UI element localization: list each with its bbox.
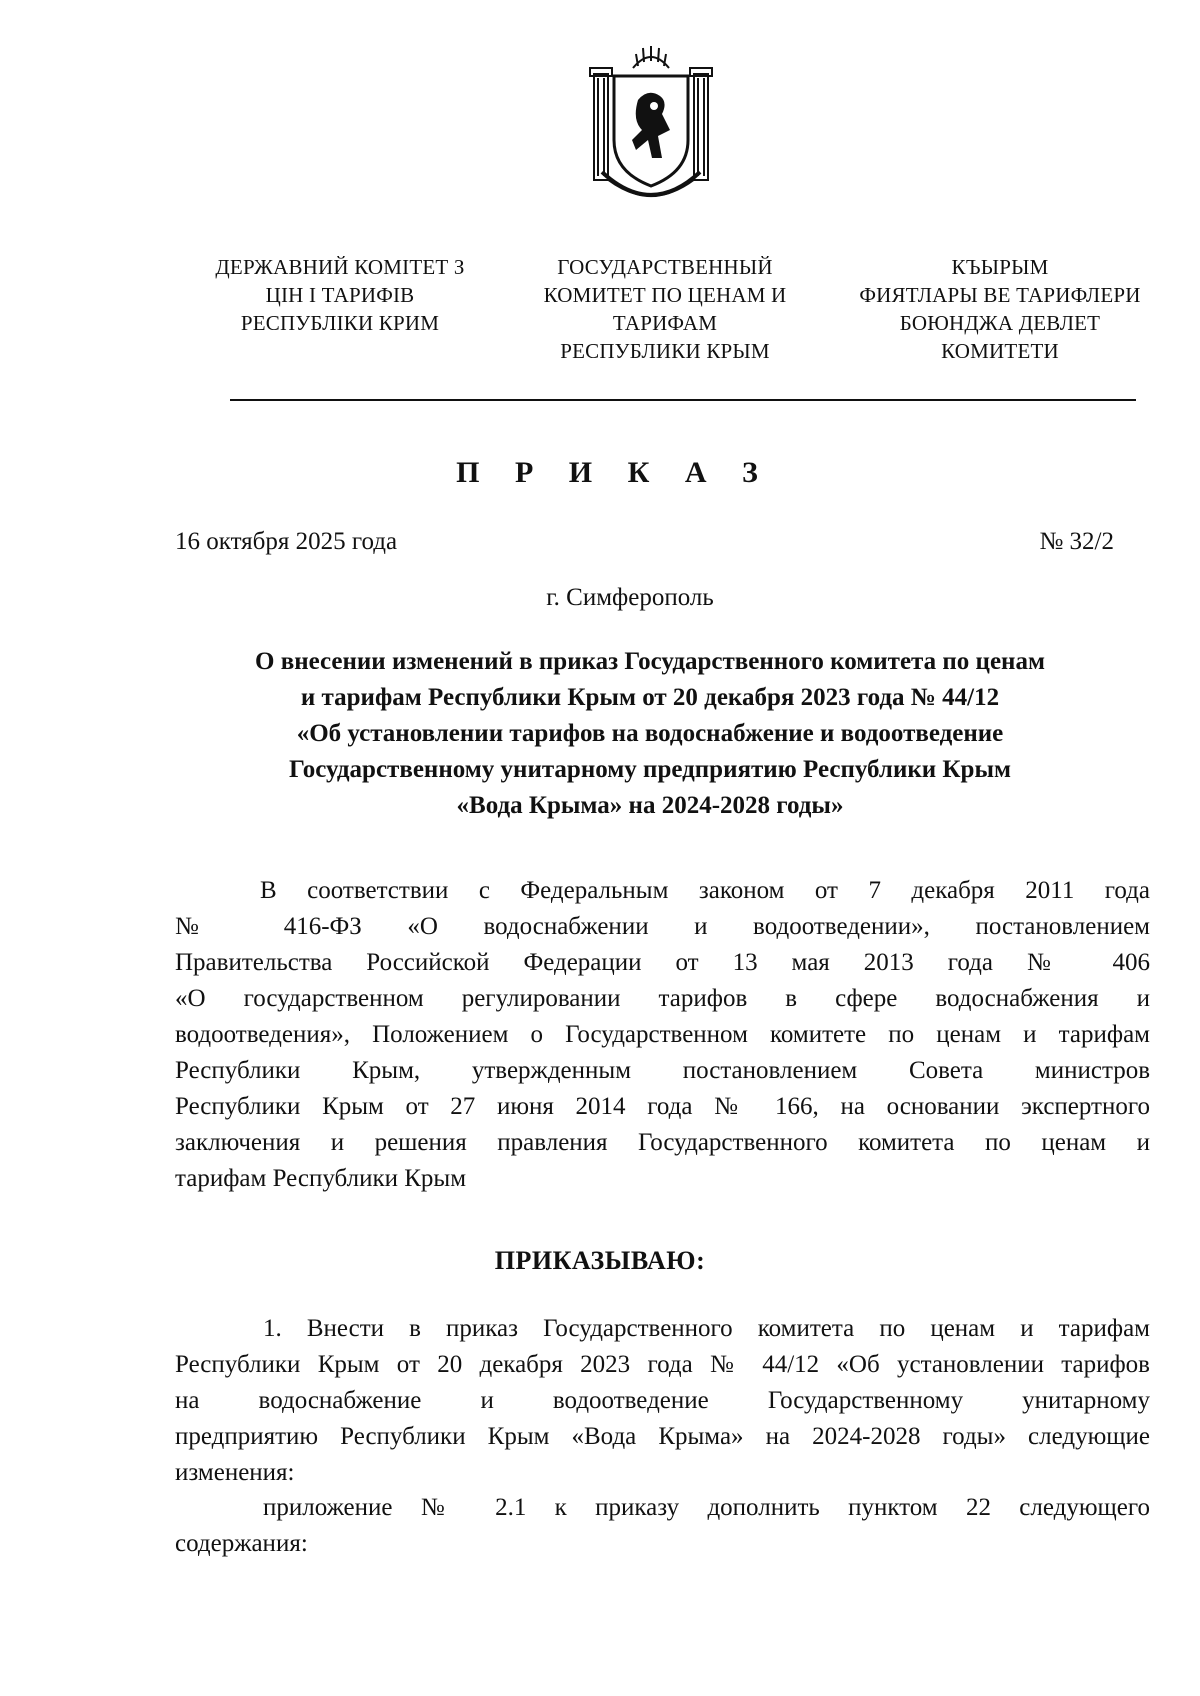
header-ua-line: ЦІН І ТАРИФІВ — [265, 283, 415, 307]
header-crh-line: ФИЯТЛАРЫ ВЕ ТАРИФЛЕРИ — [859, 283, 1141, 307]
preamble-line: тарифам Республики Крым — [175, 1165, 467, 1192]
header-ua-line: ДЕРЖАВНИЙ КОМІТЕТ З — [215, 255, 465, 279]
preamble-line: Правительства Российской Федерации от 13 мая 2013 года № 406 — [175, 949, 1150, 976]
preamble-line: водоотведения», Положением о Государственном комитете по ценам и тарифам — [175, 1021, 1150, 1048]
subject-line: и тарифам Республики Крым от 20 декабря 2023 года № 44/12 — [300, 684, 1000, 711]
document-title: П Р И К А З — [456, 456, 772, 489]
header-ru-line: РЕСПУБЛИКИ КРЫМ — [560, 339, 770, 363]
preamble-line: заключения и решения правления Государственного комитета по ценам и — [175, 1129, 1150, 1156]
order-directive-heading: ПРИКАЗЫВАЮ: — [494, 1246, 706, 1275]
header-crh-line: КОМИТЕТИ — [941, 339, 1059, 363]
header-russian — [520, 253, 810, 365]
header-crimean-tatar — [840, 253, 1160, 365]
subject-line: О внесении изменений в приказ Государственного комитета по ценам — [255, 648, 1045, 675]
item-1-line: на водоснабжение и водоотведение Государственному унитарному — [175, 1387, 1150, 1414]
header-ua-line: РЕСПУБЛІКИ КРИМ — [240, 311, 440, 335]
item-1-line: предприятию Республики Крым «Вода Крыма» на 2024-2028 годы» следующие — [175, 1423, 1150, 1450]
header-ukrainian — [190, 253, 490, 337]
header-divider — [230, 399, 1136, 401]
preamble-line: № 416-ФЗ «О водоснабжении и водоотведении», постановлением — [175, 913, 1150, 940]
header-crh-line: КЪЫРЫМ — [951, 255, 1049, 279]
preamble-paragraph — [175, 873, 1150, 1197]
preamble-line: «О государственном регулировании тарифов в сфере водоснабжения и — [175, 985, 1150, 1012]
header-ru-line: КОМИТЕТ ПО ЦЕНАМ И — [543, 283, 787, 307]
appendix-line: приложение № 2.1 к приказу дополнить пунктом 22 следующего — [263, 1494, 1150, 1521]
order-subject — [175, 644, 1125, 824]
item-1-paragraph — [175, 1311, 1150, 1491]
item-1-line: изменения: — [175, 1459, 295, 1486]
crimea-coat-of-arms-emblem — [588, 40, 714, 216]
item-1-line: 1. Внести в приказ Государственного комитета по ценам и тарифам — [263, 1315, 1150, 1342]
subject-line: Государственному унитарному предприятию Республики Крым — [289, 756, 1011, 783]
preamble-line: В соответствии с Федеральным законом от 7 декабря 2011 года — [260, 877, 1150, 904]
preamble-line: Республики Крым, утвержденным постановлением Совета министров — [175, 1057, 1150, 1084]
subject-line: «Об установлении тарифов на водоснабжение и водоотведение — [296, 720, 1004, 747]
order-number: № 32/2 — [1039, 528, 1114, 555]
appendix-line: содержания: — [175, 1530, 308, 1557]
subject-line: «Вода Крыма» на 2024-2028 годы» — [456, 792, 844, 819]
appendix-paragraph — [175, 1490, 1150, 1562]
header-crh-line: БОЮНДЖА ДЕВЛЕТ — [899, 311, 1101, 335]
order-date: 16 октября 2025 года — [175, 528, 398, 555]
preamble-line: Республики Крым от 27 июня 2014 года № 166, на основании экспертного — [175, 1093, 1150, 1120]
item-1-line: Республики Крым от 20 декабря 2023 года № 44/12 «Об установлении тарифов — [175, 1351, 1150, 1378]
header-ru-line: ТАРИФАМ — [612, 311, 718, 335]
order-city: г. Симферополь — [546, 584, 714, 611]
header-ru-line: ГОСУДАРСТВЕННЫЙ — [557, 255, 773, 279]
